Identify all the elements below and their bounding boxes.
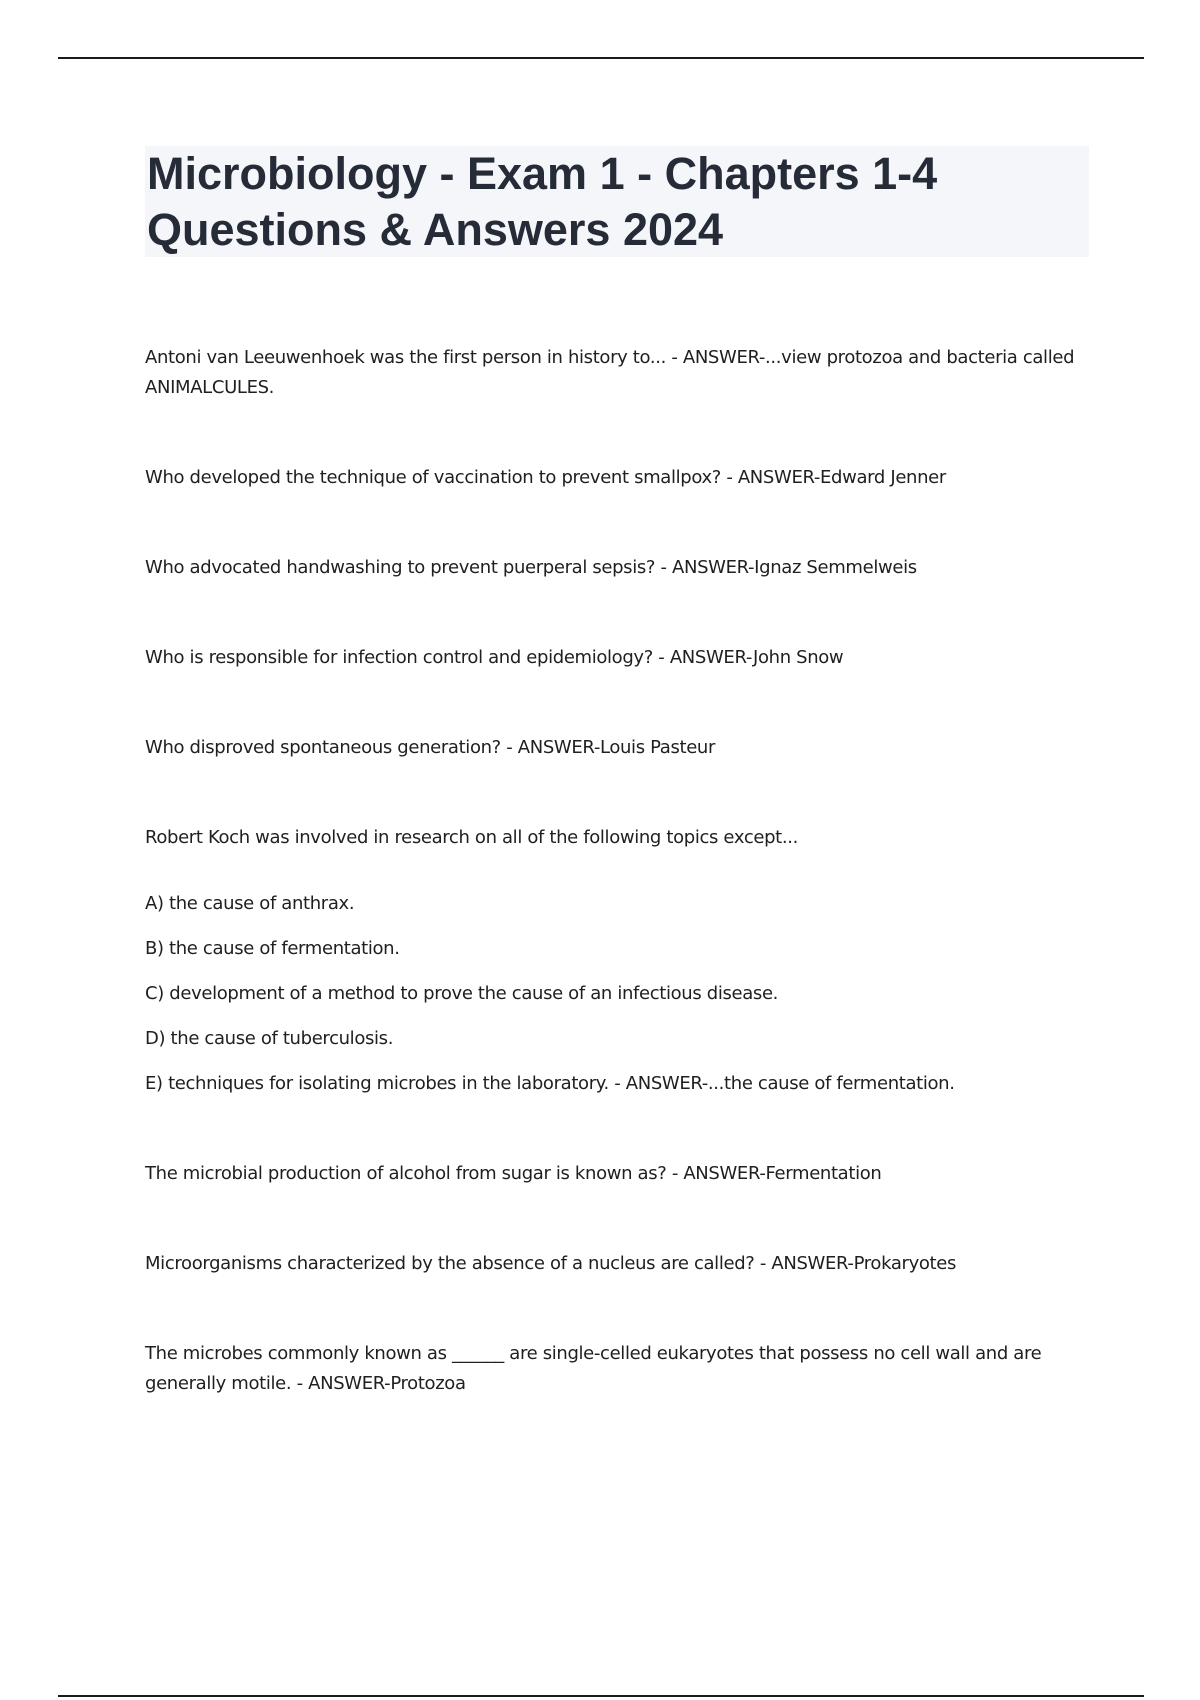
qa-item: Microorganisms characterized by the absence of a nucleus are called? - ANSWER-Prokaryotes — [145, 1253, 956, 1274]
option-b: B) the cause of fermentation. — [145, 938, 400, 959]
qa-item: The microbial production of alcohol from sugar is known as? - ANSWER-Fermentation — [145, 1163, 882, 1184]
document-title: Microbiology - Exam 1 - Chapters 1-4 Questions & Answers 2024 — [147, 148, 938, 255]
qa-list — [145, 343, 1085, 1459]
qa-item: Who developed the technique of vaccination to prevent smallpox? - ANSWER-Edward Jenner — [145, 467, 946, 488]
qa-item: Who is responsible for infection control and epidemiology? - ANSWER-John Snow — [145, 647, 844, 668]
option-e: E) techniques for isolating microbes in the laboratory. - ANSWER-...the cause of fermentation. — [145, 1073, 955, 1094]
koch-question-block — [145, 823, 1085, 1099]
top-divider — [58, 57, 1144, 59]
option-c: C) development of a method to prove the cause of an infectious disease. — [145, 983, 779, 1004]
qa-item: Who advocated handwashing to prevent puerperal sepsis? - ANSWER-Ignaz Semmelweis — [145, 557, 917, 578]
qa-item: The microbes commonly known as ______ are single-celled eukaryotes that possess no cell wall and are generally motile. - ANSWER-Protozoa — [145, 1343, 1042, 1394]
qa-item: Who disproved spontaneous generation? - ANSWER-Louis Pasteur — [145, 737, 716, 758]
option-d: D) the cause of tuberculosis. — [145, 1028, 394, 1049]
koch-question: Robert Koch was involved in research on all of the following topics except... — [145, 827, 798, 848]
qa-item: Antoni van Leeuwenhoek was the first person in history to... - ANSWER-...view protozoa and bacteria called ANIMALCULES. — [145, 347, 1075, 398]
answer-options — [145, 889, 1085, 1099]
option-a: A) the cause of anthrax. — [145, 893, 355, 914]
title-block — [145, 146, 1089, 257]
bottom-divider — [58, 1695, 1144, 1697]
